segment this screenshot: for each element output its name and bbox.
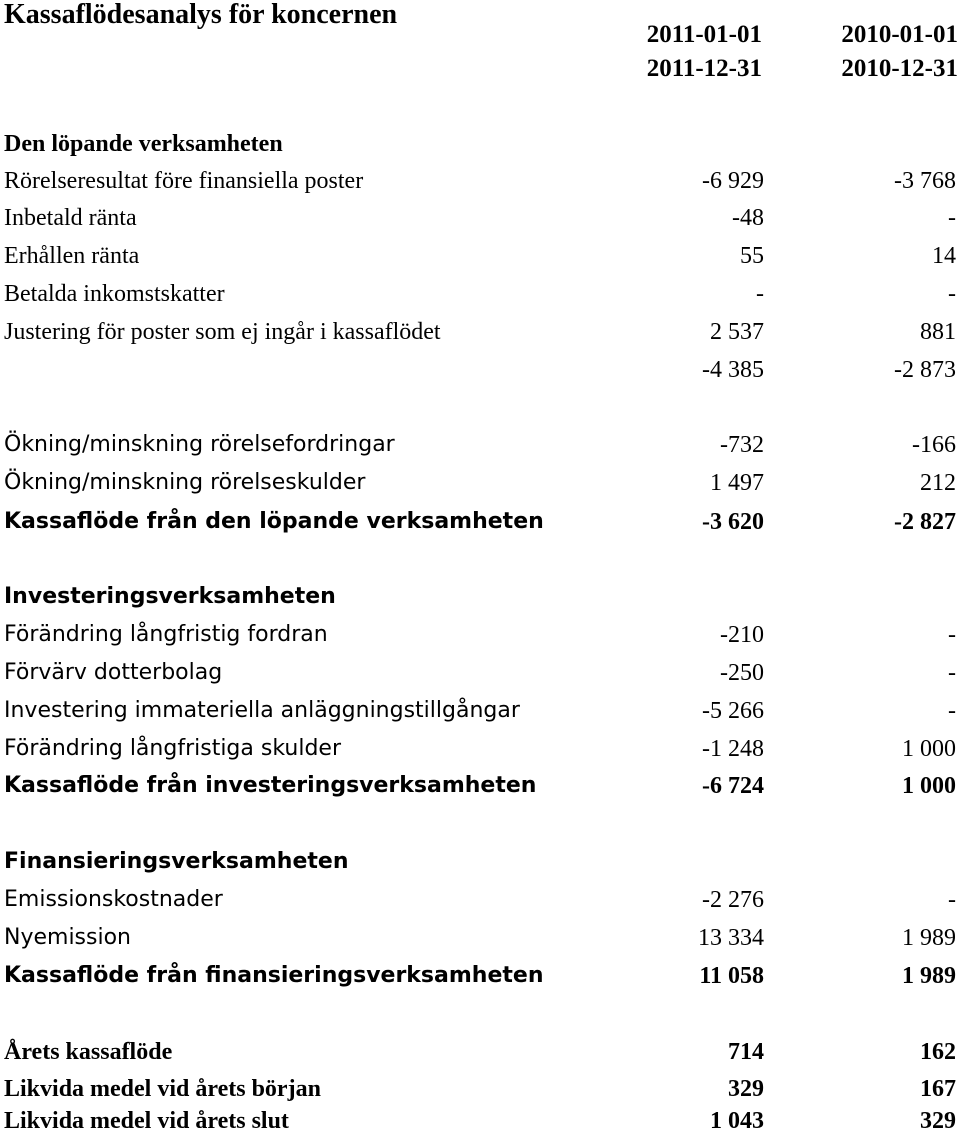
value-2010: 162 bbox=[920, 1039, 956, 1065]
value-2010: - bbox=[948, 281, 956, 307]
row-label: Emissionskostnader bbox=[4, 887, 223, 912]
total-2010: 1 000 bbox=[902, 773, 956, 799]
value-2011: 1 043 bbox=[710, 1108, 764, 1134]
value-2010: 212 bbox=[920, 470, 956, 496]
total-2011: 11 058 bbox=[699, 963, 764, 989]
value-2011: 55 bbox=[740, 243, 764, 269]
section-heading-label: Finansieringsverksamheten bbox=[4, 849, 349, 874]
section-heading-finansiering bbox=[0, 843, 960, 881]
row-label: Betalda inkomstskatter bbox=[4, 281, 225, 307]
row-label: Investering immateriella anläggningstillgångar bbox=[4, 698, 520, 723]
value-2011: 1 497 bbox=[710, 470, 764, 496]
summary-row-likvida-slut bbox=[0, 1102, 960, 1140]
value-2010: 1 000 bbox=[902, 736, 956, 762]
row-label: Ökning/minskning rörelsefordringar bbox=[4, 432, 395, 457]
row-label: Årets kassaflöde bbox=[4, 1039, 173, 1065]
table-row bbox=[0, 199, 960, 237]
row-label: Ökning/minskning rörelseskulder bbox=[4, 470, 366, 495]
table-row bbox=[0, 426, 960, 464]
section-heading-label: Investeringsverksamheten bbox=[4, 584, 336, 609]
value-2011: -250 bbox=[720, 660, 764, 686]
total-row-lopande bbox=[0, 503, 960, 541]
table-row bbox=[0, 464, 960, 502]
total-label: Kassaflöde från den löpande verksamheten bbox=[4, 509, 544, 534]
section-heading-lopande bbox=[0, 125, 960, 163]
section-heading-investering bbox=[0, 578, 960, 616]
value-2010: - bbox=[948, 205, 956, 231]
table-row bbox=[0, 162, 960, 200]
table-row bbox=[0, 237, 960, 275]
row-label: Likvida medel vid årets slut bbox=[4, 1108, 289, 1134]
row-label: Inbetald ränta bbox=[4, 205, 137, 231]
row-label: Erhållen ränta bbox=[4, 243, 140, 269]
table-row bbox=[0, 313, 960, 351]
period-end-2011: 2011-12-31 bbox=[646, 55, 762, 82]
value-2011: -1 248 bbox=[702, 736, 764, 762]
summary-row-arets-kassaflode bbox=[0, 1033, 960, 1071]
subtotal-2011: -4 385 bbox=[702, 357, 764, 383]
row-label: Förändring långfristig fordran bbox=[4, 622, 328, 647]
row-label: Förändring långfristiga skulder bbox=[4, 736, 341, 761]
value-2010: - bbox=[948, 622, 956, 648]
table-row bbox=[0, 275, 960, 313]
subtotal-2010: -2 873 bbox=[894, 357, 956, 383]
value-2011: -732 bbox=[720, 432, 764, 458]
value-2011: - bbox=[756, 281, 764, 307]
total-2011: -3 620 bbox=[702, 509, 764, 535]
total-row-investering bbox=[0, 767, 960, 805]
value-2011: -6 929 bbox=[702, 168, 764, 194]
total-label: Kassaflöde från investeringsverksamheten bbox=[4, 773, 537, 798]
period-header-2010 bbox=[758, 18, 958, 86]
value-2010: 329 bbox=[920, 1108, 956, 1134]
total-row-finansiering bbox=[0, 957, 960, 995]
period-start-2011: 2011-01-01 bbox=[646, 21, 762, 48]
value-2010: -166 bbox=[912, 432, 956, 458]
value-2010: 14 bbox=[932, 243, 956, 269]
value-2010: - bbox=[948, 660, 956, 686]
total-label: Kassaflöde från finansieringsverksamheten bbox=[4, 963, 544, 988]
value-2010: - bbox=[948, 887, 956, 913]
value-2011: -5 266 bbox=[702, 698, 764, 724]
table-row bbox=[0, 692, 960, 730]
value-2010: - bbox=[948, 698, 956, 724]
value-2010: -3 768 bbox=[894, 168, 956, 194]
row-label: Likvida medel vid årets början bbox=[4, 1076, 321, 1102]
total-2010: 1 989 bbox=[902, 963, 956, 989]
section-heading-label: Den löpande verksamheten bbox=[4, 131, 283, 157]
page-title: Kassaflödesanalys för koncernen bbox=[4, 0, 398, 30]
value-2011: -2 276 bbox=[702, 887, 764, 913]
row-label: Nyemission bbox=[4, 925, 131, 950]
table-row bbox=[0, 730, 960, 768]
value-2011: -48 bbox=[732, 205, 764, 231]
value-2010: 881 bbox=[920, 319, 956, 345]
table-row bbox=[0, 616, 960, 654]
period-start-2010: 2010-01-01 bbox=[841, 21, 958, 48]
total-2010: -2 827 bbox=[894, 509, 956, 535]
value-2010: 167 bbox=[920, 1076, 956, 1102]
table-row bbox=[0, 919, 960, 957]
value-2011: -210 bbox=[720, 622, 764, 648]
value-2010: 1 989 bbox=[902, 925, 956, 951]
table-row bbox=[0, 881, 960, 919]
table-row bbox=[0, 654, 960, 692]
subtotal-row bbox=[0, 351, 960, 389]
period-header-2011 bbox=[562, 18, 762, 86]
value-2011: 13 334 bbox=[698, 925, 764, 951]
value-2011: 2 537 bbox=[710, 319, 764, 345]
total-2011: -6 724 bbox=[702, 773, 764, 799]
row-label: Justering för poster som ej ingår i kassaflödet bbox=[4, 319, 441, 345]
value-2011: 714 bbox=[728, 1039, 764, 1065]
row-label: Förvärv dotterbolag bbox=[4, 660, 223, 685]
value-2011: 329 bbox=[728, 1076, 764, 1102]
period-end-2010: 2010-12-31 bbox=[841, 55, 958, 82]
row-label: Rörelseresultat före finansiella poster bbox=[4, 168, 364, 194]
